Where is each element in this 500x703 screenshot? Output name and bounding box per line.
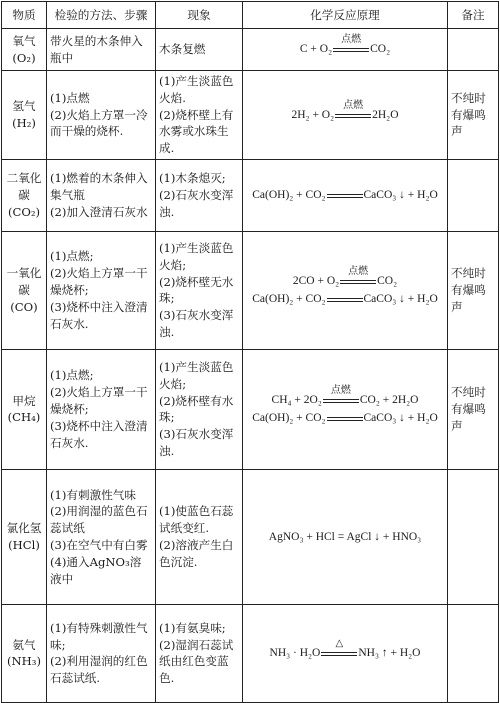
note-cell [448, 469, 499, 604]
substance-name: 甲烷 [12, 393, 36, 408]
phenomenon-item: (3)石灰水变浑浊. [159, 427, 234, 459]
reaction-condition: 点燃 [330, 384, 351, 396]
substance-formula: (HCl) [8, 537, 40, 552]
note-cell [448, 604, 499, 702]
phenomenon-item: (2)溶液产生白色沉淀. [159, 537, 234, 569]
substance-cell [2, 159, 47, 231]
method-step: (1)有特殊刺激性气味; [50, 620, 148, 652]
double-arrow [333, 34, 369, 54]
double-arrow [327, 295, 363, 304]
substance-cell [2, 349, 47, 469]
reaction-equation [246, 529, 444, 546]
substance-formula: (H₂) [12, 115, 36, 130]
table-body [2, 29, 499, 703]
equation-left: 2CO + O₂ [292, 274, 340, 287]
substance-formula: (O₂) [12, 50, 36, 65]
note-cell: 不纯时有爆鸣声 [448, 71, 499, 160]
equation-right: NH₃ ↑ + H₂O [358, 647, 421, 660]
phenomenon-cell [156, 29, 243, 71]
table-row [2, 349, 499, 469]
reaction-equation [246, 34, 444, 58]
reaction-condition: △ [335, 638, 344, 649]
substance-formula: (CO) [10, 299, 38, 314]
method-step: (1)点燃; [50, 249, 94, 264]
table-row [2, 231, 499, 349]
equation-right: CaCO₃ ↓ + H₂O [363, 412, 438, 425]
method-cell [47, 71, 156, 160]
phenomenon-item: 木条复燃 [159, 42, 206, 57]
phenomenon-item: (2)湿润石蕊试纸由红色变蓝色. [159, 637, 234, 686]
reaction-cell [243, 29, 448, 71]
method-step: (2)用润湿的蓝色石蕊试纸 [50, 504, 148, 536]
header-note: 备注 [448, 2, 499, 29]
table-row [2, 469, 499, 604]
method-step: (2)火焰上方罩一冷而干燥的烧杯. [50, 107, 148, 139]
phenomenon-item: (3)石灰水变浑浊. [159, 308, 234, 340]
substance-cell [2, 231, 47, 349]
header-reaction: 化学反应原理 [243, 2, 448, 29]
phenomenon-item: (1)有氨臭味; [159, 620, 226, 635]
note-cell: 不纯时有爆鸣声 [448, 231, 499, 349]
equation-left: Ca(OH)₂ + CO₂ [252, 189, 326, 202]
substance-formula: (NH₃) [7, 654, 41, 669]
note-cell [448, 159, 499, 231]
method-cell [47, 469, 156, 604]
equation-right: CaCO₃ ↓ + H₂O [363, 293, 438, 306]
substance-cell [2, 469, 47, 604]
substance-name: 氨气 [12, 637, 36, 652]
reaction-cell [243, 159, 448, 231]
note-cell: 不纯时有爆鸣声 [448, 349, 499, 469]
double-arrow [335, 99, 371, 120]
method-step: (3)烧杯中注入澄清石灰水. [50, 299, 148, 331]
substance-name: 氧气 [12, 33, 36, 48]
reaction-equation [246, 265, 444, 290]
phenomenon-cell [156, 159, 243, 231]
reaction-cell [243, 71, 448, 160]
reaction-equation [246, 384, 444, 409]
phenomenon-item: (1)木条熄灭; [159, 171, 226, 186]
equation-right: CO₂ [370, 43, 391, 56]
phenomenon-item: (1)产生淡蓝色火焰; [159, 241, 234, 272]
phenomenon-cell [156, 349, 243, 469]
method-cell [47, 604, 156, 702]
method-step: 带火星的木条伸入瓶中 [50, 33, 143, 65]
table-row [2, 71, 499, 160]
reaction-equation [246, 410, 444, 427]
phenomenon-item: (1)使蓝色石蕊试纸变红. [159, 504, 234, 536]
header-phenomenon: 现象 [156, 2, 243, 29]
reaction-cell [243, 469, 448, 604]
reaction-equation [246, 291, 444, 308]
equation-left: C + O₂ [299, 43, 333, 56]
phenomenon-cell [156, 469, 243, 604]
gas-test-table [1, 1, 499, 703]
method-step: (3)烧杯中注入澄清石灰水. [50, 418, 148, 450]
method-cell [47, 159, 156, 231]
reaction-equation [246, 638, 444, 662]
phenomenon-item: (2)烧杯壁无水珠; [159, 274, 234, 306]
double-arrow [321, 638, 357, 658]
reaction-condition: 点燃 [348, 265, 369, 277]
method-step: (1)点燃 [50, 90, 90, 105]
phenomenon-item: (2)烧杯壁有水珠; [159, 393, 234, 425]
method-step: (2)火焰上方罩一干燥烧杯; [50, 266, 148, 298]
table-row [2, 29, 499, 71]
method-cell [47, 349, 156, 469]
substance-cell [2, 29, 47, 71]
equation-left: CH₄ + 2O₂ [271, 393, 322, 406]
method-step: (1)燃着的木条伸入集气瓶 [50, 171, 148, 203]
double-arrow [340, 265, 376, 286]
substance-cell [2, 71, 47, 160]
substance-name: 二氧化碳 [6, 171, 42, 203]
double-arrow [323, 384, 359, 405]
method-step: (3)在空气中有白雾 [50, 537, 148, 552]
note-cell [448, 29, 499, 71]
equation-left: Ca(OH)₂ + CO₂ [252, 293, 326, 306]
equation-right: CO₂ + 2H₂O [359, 393, 419, 406]
method-step: (2)加入澄清石灰水 [50, 204, 148, 219]
substance-formula: (CO₂) [7, 204, 41, 219]
method-cell [47, 231, 156, 349]
substance-name: 一氧化碳 [6, 266, 42, 298]
reaction-equation [246, 99, 444, 124]
double-arrow [327, 414, 363, 423]
table-row [2, 604, 499, 702]
header-row [2, 2, 499, 29]
phenomenon-item: (2)烧杯壁上有水雾或水珠生成. [159, 107, 234, 156]
substance-cell [2, 604, 47, 702]
equation-right: CaCO₃ ↓ + H₂O [363, 189, 438, 202]
method-step: (1)有刺激性气味 [50, 487, 136, 502]
header-substance: 物质 [2, 2, 47, 29]
equation-right: 2H₂O [372, 108, 399, 121]
header-method: 检验的方法、步骤 [47, 2, 156, 29]
equation-text: AgNO₃ + HCl = AgCl ↓ + HNO₃ [268, 530, 422, 543]
phenomenon-item: (1)产生淡蓝色火焰. [159, 74, 234, 105]
reaction-condition: 点燃 [343, 99, 364, 111]
equation-left: NH₃ · H₂O [269, 647, 321, 660]
substance-name: 氯化氢 [6, 521, 42, 536]
substance-name: 氢气 [12, 99, 36, 114]
method-cell [47, 29, 156, 71]
phenomenon-cell [156, 71, 243, 160]
phenomenon-cell [156, 231, 243, 349]
reaction-cell [243, 349, 448, 469]
reaction-cell [243, 604, 448, 702]
substance-formula: (CH₄) [7, 410, 41, 425]
method-step: (1)点燃; [50, 368, 94, 383]
method-step: (2)利用湿润的红色石蕊试纸. [50, 654, 148, 686]
phenomenon-item: (2)石灰水变浑浊. [159, 188, 234, 219]
reaction-condition: 点燃 [341, 34, 362, 46]
equation-right: CO₂ [377, 274, 398, 287]
table-row [2, 159, 499, 231]
phenomenon-cell [156, 604, 243, 702]
reaction-equation [246, 187, 444, 204]
double-arrow [327, 191, 363, 200]
equation-left: Ca(OH)₂ + CO₂ [252, 412, 326, 425]
method-step: (4)通入AgNO₃溶液中 [50, 554, 142, 586]
equation-left: 2H₂ + O₂ [291, 108, 335, 121]
reaction-cell [243, 231, 448, 349]
phenomenon-item: (1)产生淡蓝色火焰; [159, 360, 234, 391]
method-step: (2)火焰上方罩一干燥烧杯; [50, 385, 148, 417]
